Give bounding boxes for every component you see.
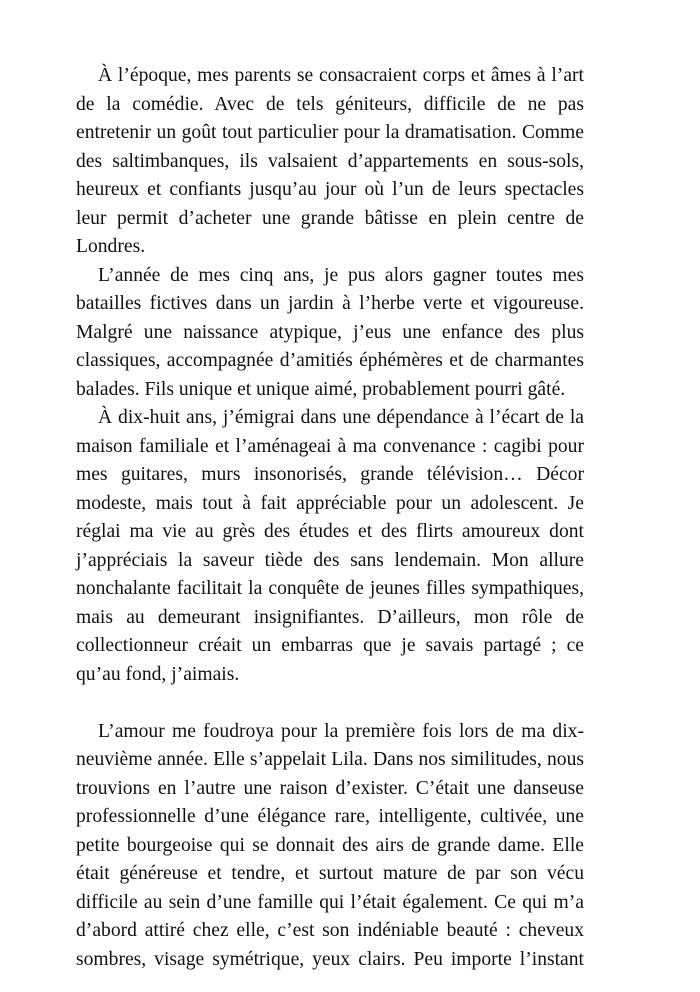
text-line: d’abord attiré chez elle, c’est son indéniable beauté : cheveux <box>76 920 584 941</box>
text-line: entretenir un goût tout particulier pour la dramatisation. Comme <box>76 122 584 143</box>
text-line: batailles fictives dans un jardin à l’herbe verte et vigoureuse. <box>76 293 584 314</box>
text-line: Malgré une naissance atypique, j’eus une enfance des plus <box>76 321 584 343</box>
text-line: L’amour me foudroya pour la première fois lors de ma dix- <box>98 720 584 742</box>
text-line: était généreuse et tendre, et surtout mature de par son vécu <box>76 863 584 884</box>
text-line: À l’époque, mes parents se consacraient corps et âmes à l’art <box>98 65 584 86</box>
text-line: mes guitares, murs insonorisés, grande télévision… Décor <box>76 464 584 485</box>
text-line: leur permit d’acheter une grande bâtisse en plein centre de <box>76 207 584 229</box>
text-line: neuvième année. Elle s’appelait Lila. Dans nos similitudes, nous <box>76 749 584 770</box>
text-line: qu’au fond, j’aimais. <box>76 663 240 685</box>
text-line: petite bourgeoise qui se donnait des airs de grande dame. Elle <box>76 834 584 856</box>
text-line: Londres. <box>76 236 146 257</box>
text-line: balades. Fils unique et unique aimé, probablement pourri gâté. <box>76 378 566 400</box>
text-line: j’appréciais la saveur tiède des sans lendemain. Mon allure <box>76 549 584 571</box>
text-line: maison familiale et l’aménageai à ma convenance : cagibi pour <box>76 435 584 457</box>
paragraph-1 <box>76 62 584 262</box>
text-line: À dix-huit ans, j’émigrai dans une dépendance à l’écart de la <box>98 407 584 428</box>
text-line: sombres, visage symétrique, yeux clairs. Peu importe l’instant <box>76 948 584 970</box>
text-line: mais au demeurant insignifiantes. D’ailleurs, mon rôle de <box>76 606 584 628</box>
text-line: professionnelle d’une élégance rare, intelligente, cultivée, une <box>76 806 584 827</box>
text-line: modeste, mais tout à fait appréciable pour un adolescent. Je <box>76 492 584 514</box>
text-line: des saltimbanques, ils valsaient d’appartements en sous-sols, <box>76 150 584 172</box>
text-line: difficile au sein d’une famille qui l’était également. Ce qui m’a <box>76 891 584 913</box>
paragraph-2 <box>76 262 584 405</box>
text-line: classiques, accompagnée d’amitiés éphémères et de charmantes <box>76 350 584 371</box>
text-line: de la comédie. Avec de tels géniteurs, difficile de ne pas <box>76 93 584 115</box>
text-line: heureux et confiants jusqu’au jour où l’un de leurs spectacles <box>76 179 584 200</box>
section-break <box>76 689 584 718</box>
paragraph-3 <box>76 404 584 689</box>
text-line: collectionneur créait un embarras que je savais partagé ; ce <box>76 635 584 656</box>
text-line: trouvions en l’autre une raison d’exister. C’était une danseuse <box>76 777 584 799</box>
text-line: L’année de mes cinq ans, je pus alors gagner toutes mes <box>98 264 584 286</box>
book-page <box>76 62 584 974</box>
paragraph-4 <box>76 718 584 975</box>
text-line: réglai ma vie au grès des études et des flirts amoureux dont <box>76 521 584 542</box>
text-line: nonchalante facilitait la conquête de jeunes filles sympathiques, <box>76 578 584 599</box>
